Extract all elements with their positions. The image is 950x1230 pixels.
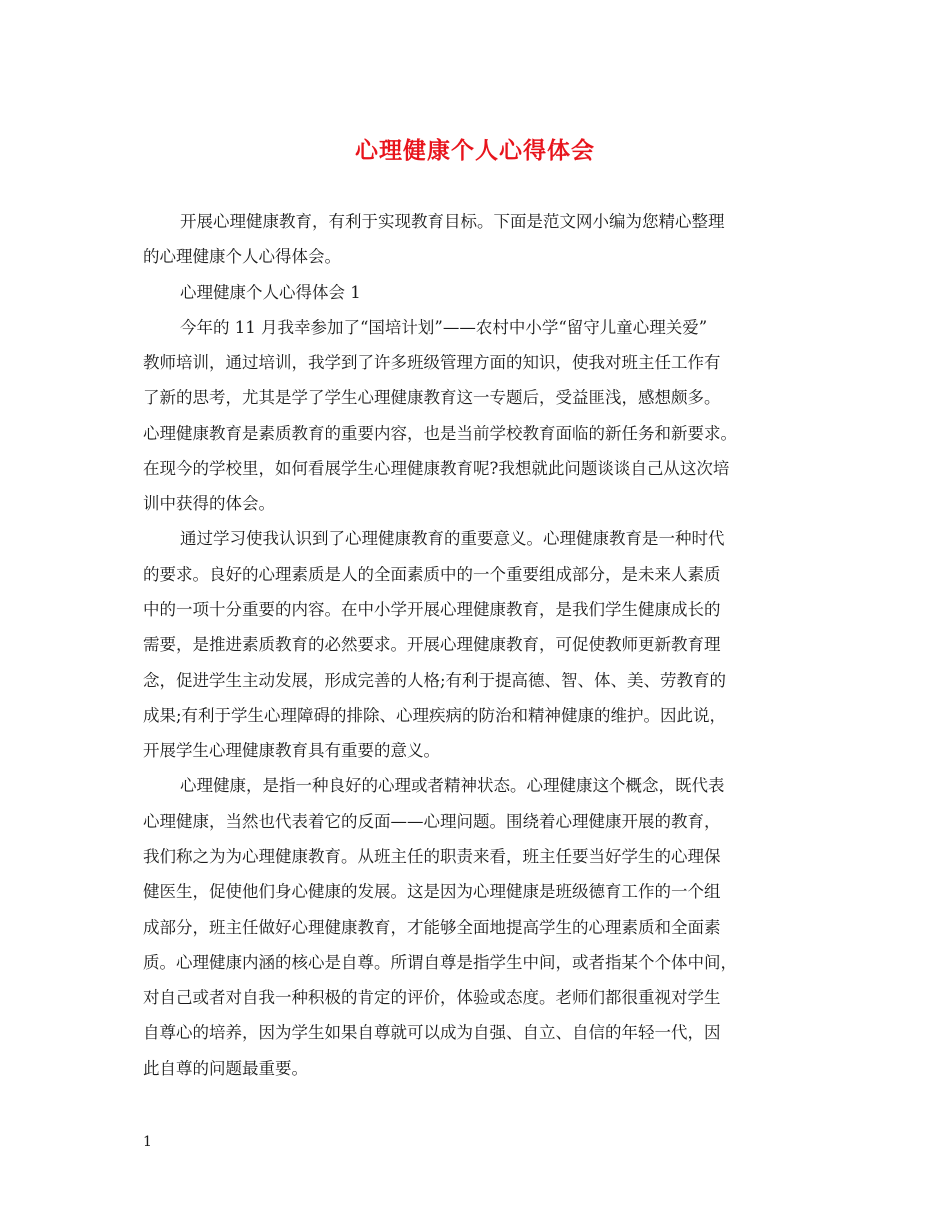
section-heading: 心理健康个人心得体会 1 — [180, 283, 361, 302]
text-line: 心理健康教育是素质教育的重要内容，也是当前学校教育面临的新任务和新要求。 — [143, 424, 737, 443]
text-line: 今年的 11 月我幸参加了“国培计划”——农村中小学“留守儿童心理关爱” — [180, 318, 708, 337]
text-line: 在现今的学校里，如何看展学生心理健康教育呢?我想就此问题谈谈自己从这次培 — [143, 459, 730, 478]
text-line: 的心理健康个人心得体会。 — [143, 247, 341, 266]
text-line: 此自尊的问题最重要。 — [143, 1059, 308, 1078]
text-line: 训中获得的体会。 — [143, 494, 275, 513]
text-line: 教师培训，通过培训，我学到了许多班级管理方面的知识，使我对班主任工作有 — [143, 353, 721, 372]
text-line: 对自己或者对自我一种积极的肯定的评价，体验或态度。老师们都很重视对学生 — [143, 988, 721, 1007]
text-line: 需要，是推进素质教育的必然要求。开展心理健康教育，可促使教师更新教育理 — [143, 635, 721, 654]
text-line: 健医生，促使他们身心健康的发展。这是因为心理健康是班级德育工作的一个组 — [143, 882, 721, 901]
page-number: 1 — [143, 1134, 152, 1150]
text-line: 成果;有利于学生心理障碍的排除、心理疾病的防治和精神健康的维护。因此说， — [143, 706, 727, 725]
text-line: 开展学生心理健康教育具有重要的意义。 — [143, 741, 440, 760]
text-line: 念，促进学生主动发展，形成完善的人格;有利于提高德、智、体、美、劳教育的 — [143, 671, 727, 690]
text-line: 质。心理健康内涵的核心是自尊。所谓自尊是指学生中间，或者指某个个体中间， — [143, 953, 737, 972]
text-line: 心理健康，是指一种良好的心理或者精神状态。心理健康这个概念，既代表 — [180, 776, 725, 795]
text-line: 开展心理健康教育，有利于实现教育目标。下面是范文网小编为您精心整理 — [180, 212, 725, 231]
text-line: 我们称之为为心理健康教育。从班主任的职责来看，班主任要当好学生的心理保 — [143, 847, 721, 866]
document-title: 心理健康个人心得体会 — [355, 137, 595, 164]
text-line: 自尊心的培养，因为学生如果自尊就可以成为自强、自立、自信的年轻一代，因 — [143, 1023, 721, 1042]
text-line: 的要求。良好的心理素质是人的全面素质中的一个重要组成部分，是未来人素质 — [143, 565, 721, 584]
text-line: 中的一项十分重要的内容。在中小学开展心理健康教育，是我们学生健康成长的 — [143, 600, 721, 619]
text-line: 心理健康，当然也代表着它的反面——心理问题。围绕着心理健康开展的教育， — [143, 812, 721, 831]
text-line: 成部分，班主任做好心理健康教育，才能够全面地提高学生的心理素质和全面素 — [143, 918, 721, 937]
text-line: 通过学习使我认识到了心理健康教育的重要意义。心理健康教育是一种时代 — [180, 529, 725, 548]
text-line: 了新的思考，尤其是学了学生心理健康教育这一专题后，受益匪浅，感想颇多。 — [143, 388, 721, 407]
